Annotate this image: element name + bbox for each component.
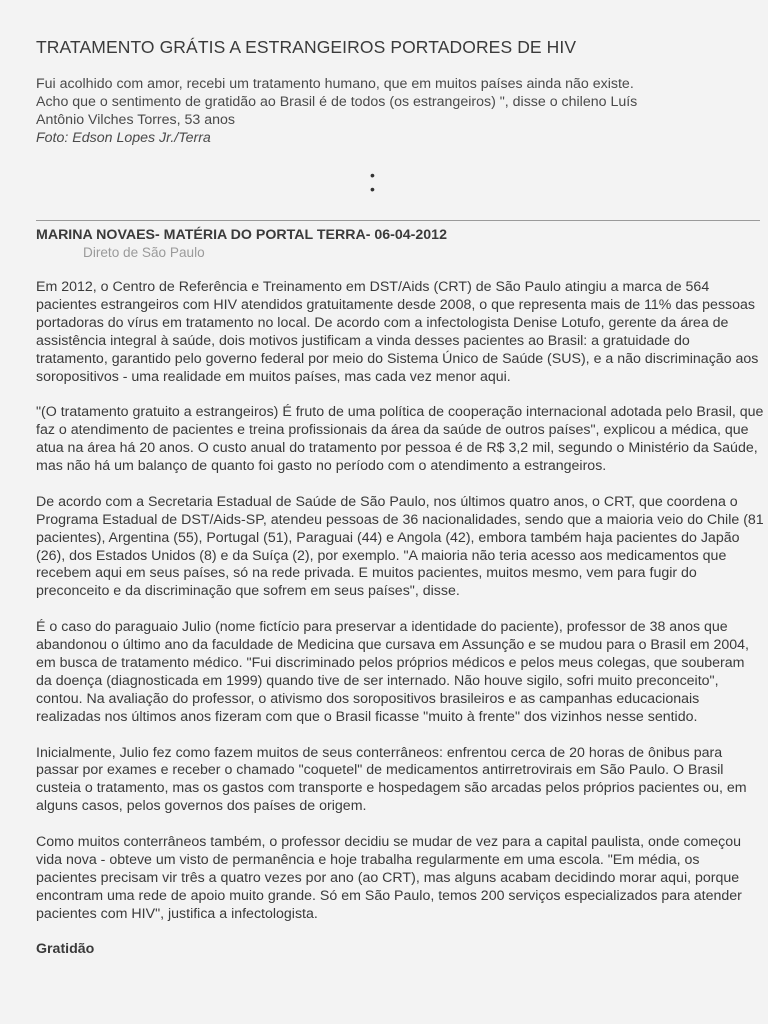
vertical-dots-icon: • • <box>370 167 375 197</box>
divider <box>36 220 760 221</box>
photo-caption <box>36 75 736 147</box>
paragraph: Como muitos conterrâneos também, o professor decidiu se mudar de vez para a capital paulista, onde começou vida nova - obteve um visto de permanência e hoje trabalha regularmente em uma escola. "Em média, os pacientes precisam vir três a quatro vezes por ano (ao CRT), mas alguns acabam decidindo morar aqui, porque encontram uma rede de apoio muito grande. Só em São Paulo, temos 200 serviços especializados para atender pacientes com HIV", justifica a infectologista. <box>36 834 742 922</box>
article-dateline: Direto de São Paulo <box>83 245 205 260</box>
article-byline: MARINA NOVAES- MATÉRIA DO PORTAL TERRA- 06-04-2012 <box>36 227 447 243</box>
caption-line: Antônio Vilches Torres, 53 anos <box>36 112 236 128</box>
paragraph: É o caso do paraguaio Julio (nome fictício para preservar a identidade do paciente), professor de 38 anos que abandonou o último ano da faculdade de Medicina que cursava em Assunção e se mudou para o Brasil em 2004, em busca de tratamento médico. "Fui discriminado pelos próprios médicos e pelos meus colegas, que souberam da doença (diagnosticada em 1999) quando tive de ser internado. Não houve sigilo, sofri muito preconceito", contou. Na avaliação do professor, o ativismo dos soropositivos brasileiros e as campanhas educacionais realizadas nos últimos anos fizeram com que o Brasil ficasse "muito à frente" dos vizinhos nesse sentido. <box>36 619 749 725</box>
paragraph: De acordo com a Secretaria Estadual de Saúde de São Paulo, nos últimos quatro anos, o CRT, que coordena o Programa Estadual de DST/Aids-SP, atendeu pessoas de 36 nacionalidades, sendo que a maioria veio do Chile (81 pacientes), Argentina (55), Portugal (51), Paraguai (44) e Angola (42), embora também haja pacientes do Japão (26), dos Estados Unidos (8) e da Suíça (2), por exemplo. "A maioria não teria acesso aos medicamentos que recebem aqui em seus países, só na rede privada. E muitos pacientes, muitos mesmo, vem para fugir do preconceito e da discriminação que sofrem em seus países", disse. <box>36 493 764 600</box>
paragraph: "(O tratamento gratuito a estrangeiros) É fruto de uma política de cooperação internacional adotada pelo Brasil, que faz o atendimento de pacientes e treina profissionais da área da saúde de outros países", explicou a médica, que atua na área há 20 anos. O custo anual do tratamento por pessoa é de R$ 3,2 mil, segundo o Ministério da Saúde, mas não há um balanço de quanto foi gasto no período com o atendimento a estrangeiros. <box>36 404 764 475</box>
caption-line: Acho que o sentimento de gratidão ao Brasil é de todos (os estrangeiros) ", disse o chileno Luís <box>36 94 638 110</box>
caption-line: Fui acolhido com amor, recebi um tratamento humano, que em muitos países ainda não existe. <box>36 76 634 92</box>
paragraph: Em 2012, o Centro de Referência e Treinamento em DST/Aids (CRT) de São Paulo atingiu a marca de 564 pacientes estrangeiros com HIV atendidos gratuitamente desde 2008, o que representa mais de 11% das pessoas portadoras do vírus em tratamento no local. De acordo com a infectologista Denise Lotufo, gerente da área de assistência integral à saúde, dois motivos justificam a vinda desses pacientes ao Brasil: a gratuidade do tratamento, garantido pelo governo federal por meio do Sistema Único de Saúde (SUS), e a não discriminação aos soropositivos - uma realidade em muitos países, mas cada vez menor aqui. <box>36 279 759 385</box>
paragraph: Inicialmente, Julio fez como fazem muitos de seus conterrâneos: enfrentou cerca de 20 horas de ônibus para passar por exames e receber o chamado "coquetel" de medicamentos antirretrovirais em São Paulo. O Brasil custeia o tratamento, mas os gastos com transporte e hospedagem são arcadas pelos próprios pacientes ou, em alguns casos, pelos governos dos países de origem. <box>36 744 747 815</box>
article-body <box>36 279 764 959</box>
photo-credit: Foto: Edson Lopes Jr./Terra <box>36 130 211 146</box>
section-subheading: Gratidão <box>36 941 95 958</box>
page-title: TRATAMENTO GRÁTIS A ESTRANGEIROS PORTADORES DE HIV <box>36 37 577 57</box>
